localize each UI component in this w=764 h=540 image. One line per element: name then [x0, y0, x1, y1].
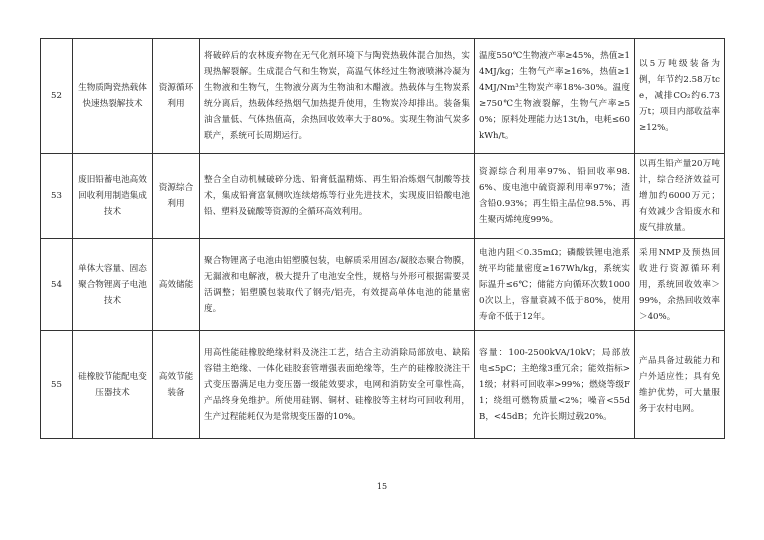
- benefit-effect: 以5万吨级装备为例，年节约2.58万tce，减排CO₂约6.73万t；项目内部收益率≥12%。: [635, 39, 725, 154]
- technology-table: [40, 38, 725, 439]
- table-row: [41, 154, 725, 239]
- page-number: 15: [376, 482, 388, 491]
- technology-name: 硅橡胶节能配电变压器技术: [73, 331, 153, 439]
- technology-name: 生物质陶瓷热载体快速热裂解技术: [73, 39, 153, 154]
- technology-category: 资源循环利用: [153, 39, 200, 154]
- technology-category: 高效储能: [153, 239, 200, 331]
- technology-category: 高效节能装备: [153, 331, 200, 439]
- row-number: 52: [41, 39, 73, 154]
- benefit-effect: 产品具备过载能力和户外适应性；具有免维护优势，可大量服务于农村电网。: [635, 331, 725, 439]
- row-number: 53: [41, 154, 73, 239]
- technical-indicators: 容量：100-2500kVA/10kV；局部放电≤5pC；主绝缘3重冗余；能效指标>1级；材料可回收率>99%；燃烧等级F1；绕组可燃物质量<2%；噪音<55dB，<45dB；允许长期过载20%。: [475, 331, 635, 439]
- technology-description: 将破碎后的农林废弃物在无气化剂环境下与陶瓷热载体混合加热，实现热解裂解。生成混合气和生物炭，高温气体经过生物液喷淋冷凝为生物液和生物气，生物液分离为生物油和木醋液。热载体与生物炭系统分离后，热载体经热烟气加热提升使用，生物炭冷却排出。装备集油含量低、气体热值高，余热回收效率大于80%。实现生物油气炭多联产，系统可长周期运行。: [200, 39, 475, 154]
- table-row: [41, 39, 725, 154]
- benefit-effect: 以再生铅产量20万吨计，综合经济效益可增加约6000万元；有效减少含铅废水和废气排放量。: [635, 154, 725, 239]
- technology-name: 单体大容量、固态聚合物锂离子电池技术: [73, 239, 153, 331]
- row-number: 55: [41, 331, 73, 439]
- technology-description: 用高性能硅橡胶绝缘材料及浇注工艺，结合主动消除局部放电、缺陷容错主绝缘、一体化硅胶套管增强表面绝缘等，生产的硅橡胶浇注干式变压器满足电力变压器一级能效要求，电网和消防安全可靠性高，产品终身免维护。所使用硅钢、铜材、硅橡胶等主材均可回收利用，生产过程能耗仅为是常规变压器的10%。: [200, 331, 475, 439]
- technical-indicators: 资源综合利用率97%、铅回收率98.6%、废电池中硫资源利用率97%；渣含铅0.93%；再生铅主品位98.5%、再生聚丙烯纯度99%。: [475, 154, 635, 239]
- benefit-effect: 采用NMP及预热回收进行资源循环利用，系统回收效率＞99%，余热回收效率＞40%。: [635, 239, 725, 331]
- technology-name: 废旧铅蓄电池高效回收利用制造集成技术: [73, 154, 153, 239]
- technical-indicators: 温度550℃生物液产率≥45%，热值≥14MJ/kg；生物气产率≥16%，热值≥14MJ/Nm³生物炭产率18%-30%。温度≥750℃生物液裂解，生物气产率≥50%；原料处理能力达13t/h，电耗≤60kWh/t。: [475, 39, 635, 154]
- technical-indicators: 电池内阻＜0.35mΩ；磷酸铁锂电池系统平均能量密度≥167Wh/kg，系统实际温升≤6℃；储能方向循环次数10000次以上，容量衰减不低于80%，使用寿命不低于12年。: [475, 239, 635, 331]
- table-row: [41, 331, 725, 439]
- technology-description: 聚合物锂离子电池由铝塑膜包装，电解质采用固态/凝胶态聚合物膜，无漏液和电解液，极大提升了电池安全性，规格与外形可根据需要灵活调整；铝塑膜包装取代了钢壳/铝壳，有效提高单体电池的能量密度。: [200, 239, 475, 331]
- row-number: 54: [41, 239, 73, 331]
- table-row: [41, 239, 725, 331]
- technology-category: 资源综合利用: [153, 154, 200, 239]
- technology-description: 整合全自动机械破碎分选、铅膏低温精炼、再生铅冶炼烟气制酸等技术，集成铅膏富氧侧吹连续熔炼等行业先进技术，实现废旧铅酸电池铅、塑料及硫酸等资源的全循环高效利用。: [200, 154, 475, 239]
